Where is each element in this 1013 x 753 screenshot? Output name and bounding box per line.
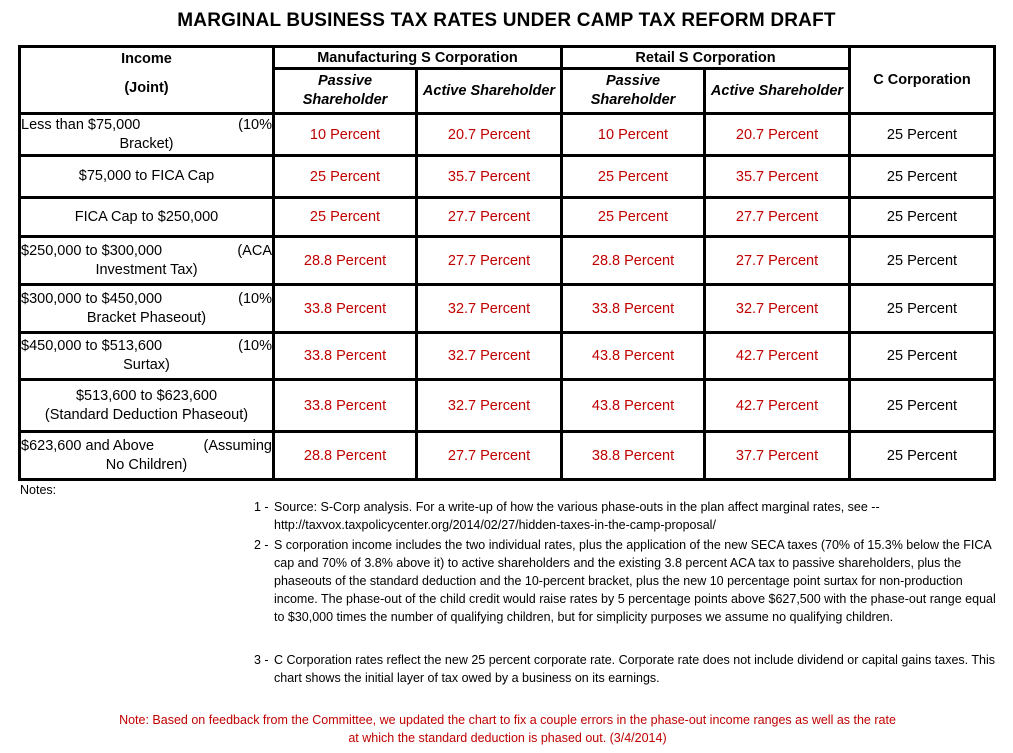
ret-active-rate: 32.7 Percent	[705, 285, 850, 333]
ret-passive-rate: 28.8 Percent	[562, 237, 705, 285]
mfg-active-rate: 32.7 Percent	[417, 285, 562, 333]
ret-active-rate: 42.7 Percent	[705, 333, 850, 380]
c-corporation-header: C Corporation	[850, 47, 995, 114]
income-cell	[20, 432, 274, 480]
income-note-cont: No Children)	[105, 456, 188, 473]
income-header-label: Income	[121, 51, 172, 67]
note-text: C Corporation rates reflect the new 25 percent corporate rate. Corporate rate does not include dividend or capital gains taxes. This chart shows the initial layer of tax owed by a business on its earnings.	[274, 653, 996, 685]
table-row	[20, 114, 995, 156]
ret-active-rate: 27.7 Percent	[705, 237, 850, 285]
income-note: (ACA	[237, 242, 272, 259]
ret-active-header: Active Shareholder	[705, 69, 850, 114]
note-text: Source: S-Corp analysis. For a write-up of how the various phase-outs in the plan affect marginal rates, see -- http://taxvox.taxpolicycenter.org/2014/02/27/hidden-taxes-in-the-camp-proposal/	[274, 500, 880, 532]
note-text: S corporation income includes the two individual rates, plus the application of the new SECA taxes (70% of 15.3% below the FICA cap and 70% of 3.8% above it) to active shareholders and the existing 3.8 percent ACA tax to passive shareholders, plus the phaseouts of the standard deduction and the 10-percent bracket, plus the new 10 percentage point surtax for non-production income. The phase-out of the child credit would raise rates by 5 percentage points above $627,500 with the phase-out range equal to $30,000 times the number of qualifying children, but for simplicity purposes we assume no qualifying children.	[274, 538, 996, 624]
mfg-passive-rate: 33.8 Percent	[274, 285, 417, 333]
ret-active-rate: 35.7 Percent	[705, 156, 850, 198]
c-corp-rate: 25 Percent	[850, 333, 995, 380]
table-row	[20, 156, 995, 198]
income-range: $623,600 and Above	[21, 437, 155, 454]
income-cell	[20, 156, 274, 198]
page-title: MARGINAL BUSINESS TAX RATES UNDER CAMP TAX REFORM DRAFT	[177, 10, 836, 31]
table-row	[20, 237, 995, 285]
table-row	[20, 333, 995, 380]
note-number: 3 -	[254, 653, 269, 667]
ret-passive-rate: 43.8 Percent	[562, 380, 705, 432]
notes-label: Notes:	[20, 483, 57, 497]
ret-passive-rate: 38.8 Percent	[562, 432, 705, 480]
mfg-active-rate: 27.7 Percent	[417, 198, 562, 237]
income-header	[20, 47, 274, 114]
income-cell	[20, 114, 274, 156]
mfg-active-rate: 35.7 Percent	[417, 156, 562, 198]
mfg-passive-rate: 10 Percent	[274, 114, 417, 156]
income-range: $513,600 to $623,600	[75, 387, 218, 404]
mfg-passive-label-1: Passive	[317, 73, 373, 90]
ret-passive-rate: 33.8 Percent	[562, 285, 705, 333]
note-2	[254, 536, 996, 626]
income-note: (Assuming	[203, 437, 272, 454]
note-1	[254, 498, 996, 534]
ret-passive-header	[562, 69, 705, 114]
ret-active-rate: 27.7 Percent	[705, 198, 850, 237]
table-row	[20, 285, 995, 333]
note-number: 1 -	[254, 500, 269, 514]
ret-passive-label-2: Shareholder	[590, 92, 676, 108]
income-note-cont: Bracket Phaseout)	[86, 309, 207, 326]
ret-active-rate: 37.7 Percent	[705, 432, 850, 480]
retail-header: Retail S Corporation	[562, 47, 850, 69]
mfg-passive-rate: 25 Percent	[274, 198, 417, 237]
ret-passive-label-1: Passive	[605, 73, 661, 90]
income-cell	[20, 198, 274, 237]
ret-passive-rate: 25 Percent	[562, 156, 705, 198]
ret-active-rate: 42.7 Percent	[705, 380, 850, 432]
update-note-line-1: Note: Based on feedback from the Committee, we updated the chart to fix a couple errors in the phase-out income ranges as well as the rate	[119, 713, 896, 727]
c-corp-rate: 25 Percent	[850, 237, 995, 285]
income-range: $250,000 to $300,000	[21, 242, 163, 259]
mfg-active-header: Active Shareholder	[417, 69, 562, 114]
income-note-cont: Bracket)	[119, 135, 174, 152]
income-cell	[20, 237, 274, 285]
income-note: (10%	[238, 290, 272, 307]
c-corp-rate: 25 Percent	[850, 380, 995, 432]
mfg-active-rate: 27.7 Percent	[417, 237, 562, 285]
table-row	[20, 380, 995, 432]
income-cell	[20, 285, 274, 333]
income-range: $75,000 to FICA Cap	[78, 168, 215, 185]
note-3	[254, 651, 996, 687]
ret-active-rate: 20.7 Percent	[705, 114, 850, 156]
mfg-active-rate: 27.7 Percent	[417, 432, 562, 480]
table-row	[20, 432, 995, 480]
mfg-passive-header	[274, 69, 417, 114]
update-note-line-2: at which the standard deduction is phased out. (3/4/2014)	[348, 731, 667, 745]
c-corp-rate: 25 Percent	[850, 285, 995, 333]
mfg-passive-rate: 33.8 Percent	[274, 333, 417, 380]
income-range: $300,000 to $450,000	[21, 290, 163, 307]
income-note-cont: (Standard Deduction Phaseout)	[44, 406, 249, 423]
mfg-passive-rate: 33.8 Percent	[274, 380, 417, 432]
tax-rate-table	[18, 45, 996, 481]
income-cell	[20, 380, 274, 432]
income-note: (10%	[238, 338, 272, 355]
mfg-passive-rate: 28.8 Percent	[274, 432, 417, 480]
mfg-active-rate: 32.7 Percent	[417, 380, 562, 432]
mfg-passive-rate: 28.8 Percent	[274, 237, 417, 285]
c-corp-rate: 25 Percent	[850, 114, 995, 156]
mfg-passive-label-2: Shareholder	[302, 92, 388, 108]
mfg-passive-rate: 25 Percent	[274, 156, 417, 198]
c-corp-rate: 25 Percent	[850, 432, 995, 480]
income-range: Less than $75,000	[21, 116, 141, 133]
ret-passive-rate: 43.8 Percent	[562, 333, 705, 380]
income-range: FICA Cap to $250,000	[74, 208, 219, 225]
c-corp-rate: 25 Percent	[850, 156, 995, 198]
income-note-cont: Surtax)	[123, 357, 170, 373]
income-note-cont: Investment Tax)	[95, 261, 198, 278]
income-header-sub: (Joint)	[124, 80, 169, 97]
ret-passive-rate: 25 Percent	[562, 198, 705, 237]
table-row	[20, 198, 995, 237]
income-range: $450,000 to $513,600	[21, 338, 163, 355]
mfg-active-rate: 20.7 Percent	[417, 114, 562, 156]
note-number: 2 -	[254, 538, 269, 552]
c-corp-rate: 25 Percent	[850, 198, 995, 237]
mfg-active-rate: 32.7 Percent	[417, 333, 562, 380]
manufacturing-header: Manufacturing S Corporation	[274, 47, 562, 69]
income-note: (10%	[238, 116, 272, 133]
update-note	[40, 711, 975, 747]
income-cell	[20, 333, 274, 380]
ret-passive-rate: 10 Percent	[562, 114, 705, 156]
